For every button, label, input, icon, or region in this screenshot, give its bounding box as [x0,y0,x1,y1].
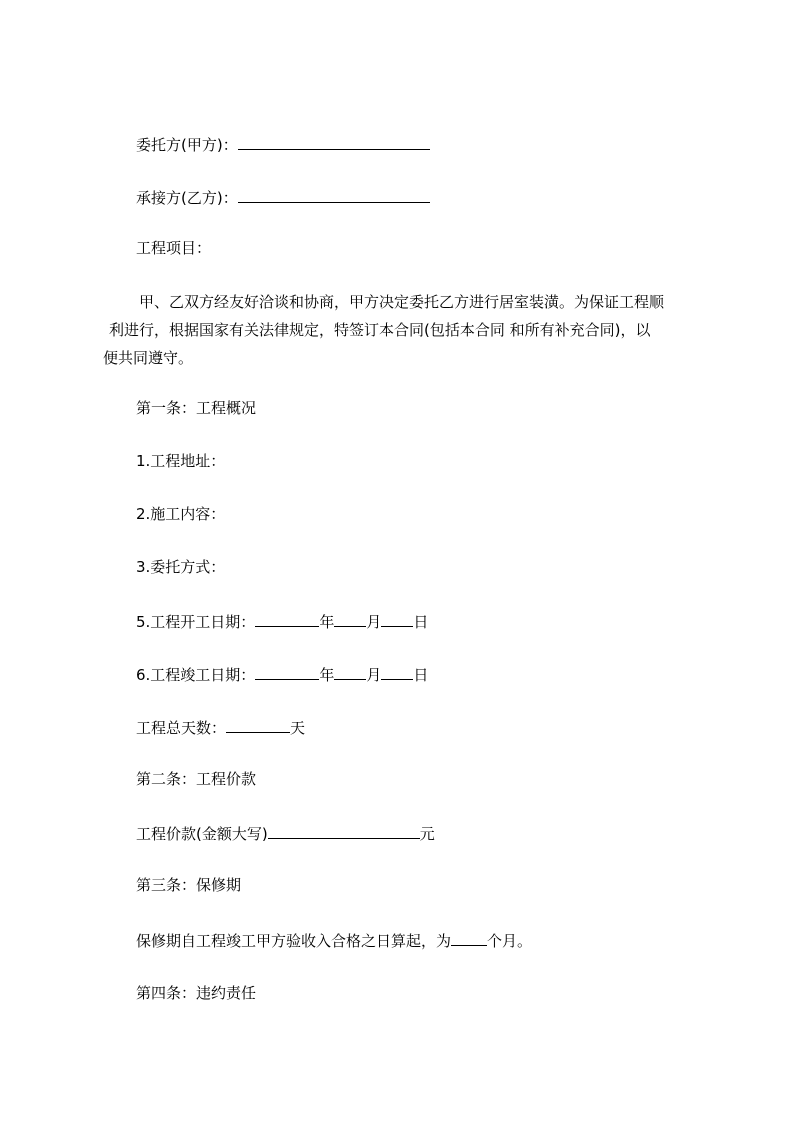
start-date-label: 5.工程开工日期： [136,613,256,631]
intro-line-2: 利进行，根据国家有关法律规定，特签订本合同(包括本合同 和所有补充合同)，以 [109,321,651,339]
price-line [136,822,435,844]
start-day-blank[interactable] [381,610,413,627]
address-line [136,451,225,471]
start-date-line [136,610,428,632]
article4-heading [136,983,256,1003]
contractor-party-blank[interactable] [238,186,430,203]
end-year-unit: 年 [319,666,335,684]
article3-heading [136,875,241,895]
article2-heading [136,769,256,789]
start-year-unit: 年 [319,613,335,631]
warranty-text: 保修期自工程竣工甲方验收入合格之日算起，为 [136,932,452,950]
warranty-unit: 个月。 [487,932,533,950]
price-blank[interactable] [268,822,420,839]
project-line [136,238,211,258]
intro-line-3: 便共同遵守。 [103,349,194,367]
client-party-blank[interactable] [238,133,430,150]
end-date-label: 6.工程竣工日期： [136,666,256,684]
content-line [136,504,225,524]
contractor-party-label: 承接方(乙方)： [136,189,238,207]
total-days-blank[interactable] [226,716,290,733]
price-unit: 元 [419,825,435,843]
intro-paragraph [103,288,723,372]
content-label: 2.施工内容： [136,505,226,523]
start-month-blank[interactable] [334,610,366,627]
article4-heading-text: 第四条：违约责任 [136,984,257,1002]
warranty-months-blank[interactable] [451,929,487,946]
client-party-label: 委托方(甲方)： [136,136,238,154]
end-month-unit: 月 [366,666,382,684]
client-party-line [136,133,430,155]
contractor-party-line [136,186,430,208]
article1-heading [136,398,256,418]
end-year-blank[interactable] [255,663,319,680]
intro-line-1: 甲、乙双方经友好洽谈和协商，甲方决定委托乙方进行居室装潢。为保证工程顺 [139,293,665,311]
warranty-line [136,929,532,951]
address-label: 1.工程地址： [136,452,226,470]
article2-heading-text: 第二条：工程价款 [136,770,257,788]
project-label: 工程项目： [136,239,212,257]
price-label: 工程价款(金额大写) [136,825,268,843]
start-day-unit: 日 [413,613,429,631]
method-label: 3.委托方式： [136,558,226,576]
end-day-unit: 日 [413,666,429,684]
article3-heading-text: 第三条：保修期 [136,876,242,894]
total-days-unit: 天 [290,719,306,737]
total-days-line [136,716,305,738]
end-day-blank[interactable] [381,663,413,680]
start-month-unit: 月 [366,613,382,631]
total-days-label: 工程总天数： [136,719,227,737]
article1-heading-text: 第一条：工程概况 [136,399,257,417]
start-year-blank[interactable] [255,610,319,627]
method-line [136,557,225,577]
end-date-line [136,663,428,685]
end-month-blank[interactable] [334,663,366,680]
